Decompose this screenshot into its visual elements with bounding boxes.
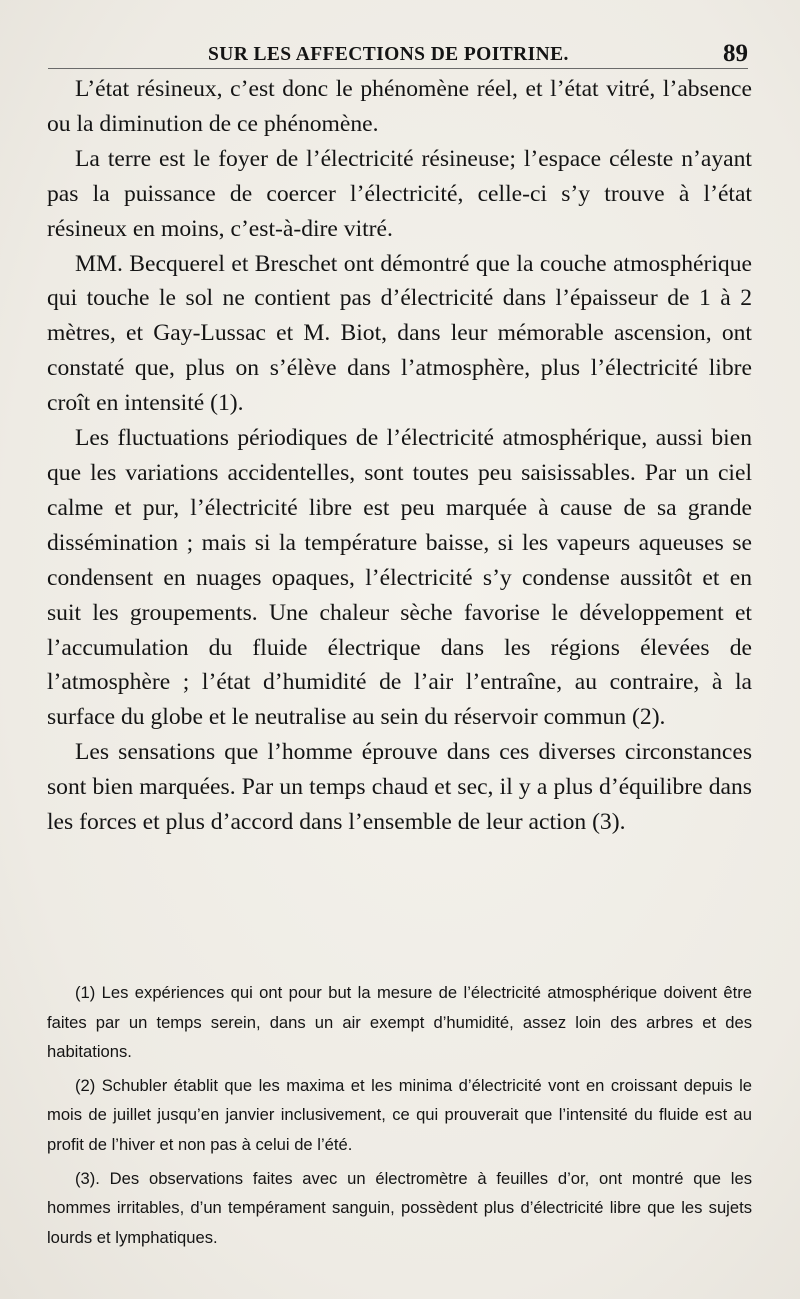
page-header <box>48 40 748 70</box>
header-rule <box>48 68 748 69</box>
paragraph: Les fluctuations périodiques de l’électricité atmosphérique, aussi bien que les variations accidentelles, sont toutes peu saisissables. Par un ciel calme et pur, l’électricité libre est peu marquée à cause de sa grande dissémination ; mais si la température baisse, si les vapeurs aqueuses se condensent en nuages opaques, l’électricité s’y condense aussitôt et en suit les groupements. Une chaleur sèche favorise le développement et l’accumulation du fluide électrique dans les régions élevées de l’atmosphère ; l’état d’humidité de l’air l’entraîne, au contraire, à la surface du globe et le neutralise au sein du réservoir commun (2). <box>47 425 752 731</box>
footnote: (2) Schubler établit que les maxima et les minima d’électricité vont en croissant depuis le mois de juillet jusqu’en janvier inclusivement, ce qui prouverait que l’intensité du fluide est au profit de l’hiver et non pas à celui de l’été. <box>47 1075 752 1154</box>
footnotes <box>47 978 752 1256</box>
main-text <box>47 72 752 840</box>
running-title: SUR LES AFFECTIONS DE POITRINE. <box>208 44 569 65</box>
page-number: 89 <box>723 40 748 67</box>
paragraph: La terre est le foyer de l’électricité résineuse; l’espace céleste n’ayant pas la puissance de coercer l’électricité, celle-ci s’y trouve à l’état résineux en moins, c’est-à-dire vitré. <box>47 145 752 242</box>
paragraph: L’état résineux, c’est donc le phénomène réel, et l’état vitré, l’absence ou la diminution de ce phénomène. <box>47 76 752 137</box>
footnote: (1) Les expériences qui ont pour but la mesure de l’électricité atmosphérique doivent être faites par un temps serein, dans un air exempt d’humidité, assez loin des arbres et des habitations. <box>47 983 752 1062</box>
paragraph: Les sensations que l’homme éprouve dans ces diverses circonstances sont bien marquées. Par un temps chaud et sec, il y a plus d’équilibre dans les forces et plus d’accord dans l’ensemble de leur action (3). <box>47 739 752 836</box>
paragraph: MM. Becquerel et Breschet ont démontré que la couche atmosphérique qui touche le sol ne contient pas d’électricité dans l’épaisseur de 1 à 2 mètres, et Gay-Lussac et M. Biot, dans leur mémorable ascension, ont constaté que, plus on s’élève dans l’atmosphère, plus l’électricité libre croît en intensité (1). <box>47 250 752 417</box>
footnote: (3). Des observations faites avec un électromètre à feuilles d’or, ont montré que les hommes irritables, d’un tempérament sanguin, possèdent plus d’électricité libre que les sujets lourds et lymphatiques. <box>47 1168 752 1247</box>
